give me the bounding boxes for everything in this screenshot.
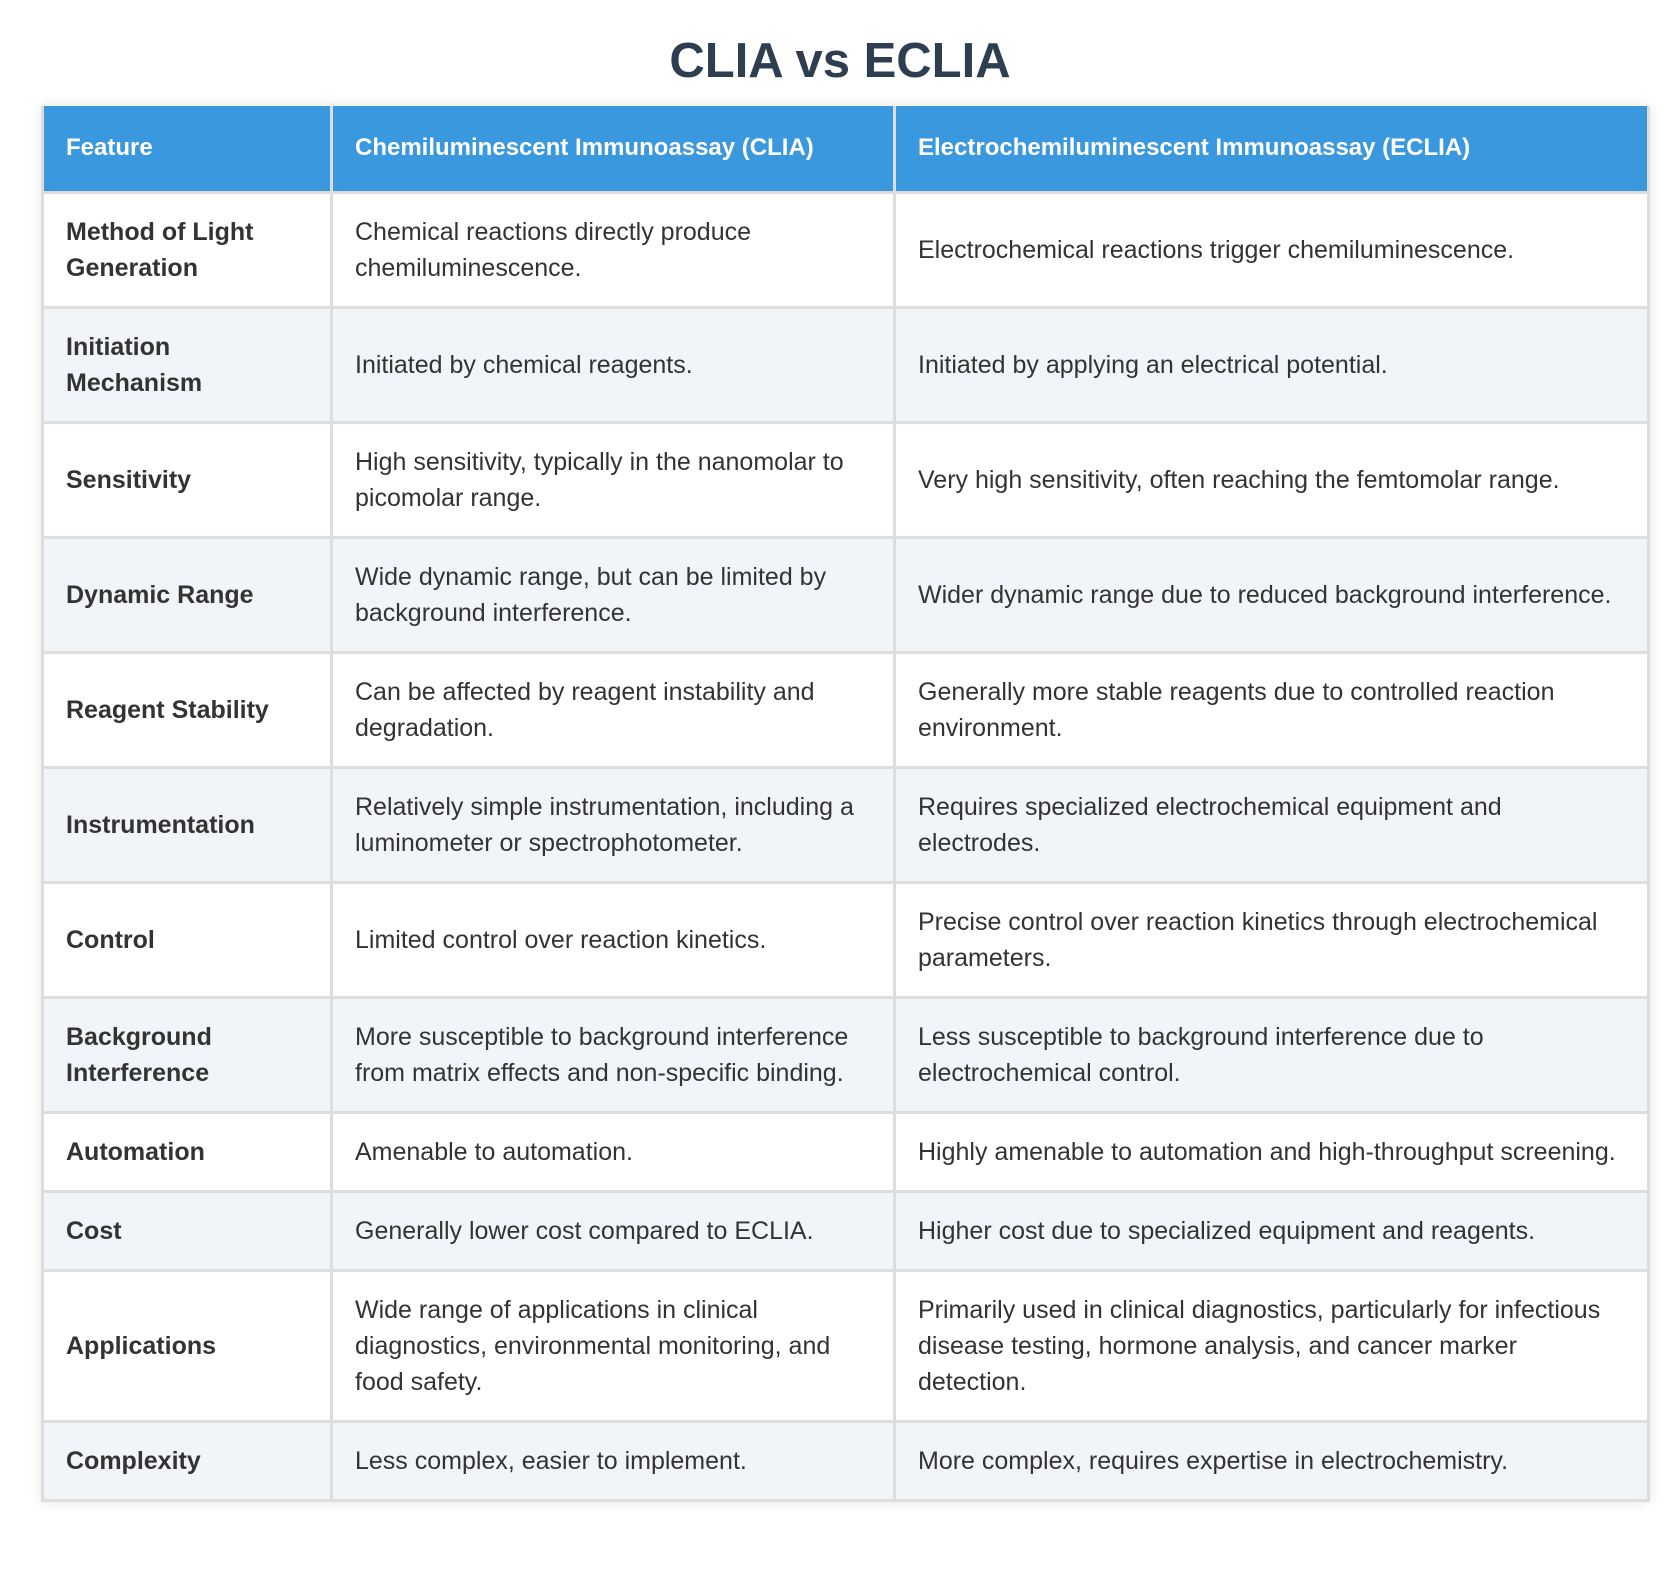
eclia-cell: Higher cost due to specialized equipment and reagents. [895,1191,1649,1270]
feature-cell: Control [43,882,332,997]
eclia-cell: Generally more stable reagents due to controlled reaction environment. [895,652,1649,767]
table-body [43,192,1649,1500]
feature-cell: Dynamic Range [43,537,332,652]
feature-cell: Initiation Mechanism [43,307,332,422]
clia-cell: Initiated by chemical reagents. [332,307,895,422]
eclia-cell: Requires specialized electrochemical equipment and electrodes. [895,767,1649,882]
feature-cell: Cost [43,1191,332,1270]
feature-cell: Automation [43,1112,332,1191]
table-row [43,1270,1649,1421]
clia-cell: Wide dynamic range, but can be limited by background interference. [332,537,895,652]
column-header-clia: Chemiluminescent Immunoassay (CLIA) [332,106,895,192]
page-title: CLIA vs ECLIA [669,34,1011,88]
eclia-cell: More complex, requires expertise in electrochemistry. [895,1421,1649,1500]
clia-cell: Less complex, easier to implement. [332,1421,895,1500]
eclia-cell: Electrochemical reactions trigger chemiluminescence. [895,192,1649,307]
clia-cell: Relatively simple instrumentation, including a luminometer or spectrophotometer. [332,767,895,882]
feature-cell: Method of Light Generation [43,192,332,307]
table-row [43,422,1649,537]
clia-cell: Wide range of applications in clinical diagnostics, environmental monitoring, and food safety. [332,1270,895,1421]
table-row [43,767,1649,882]
feature-cell: Complexity [43,1421,332,1500]
table-row [43,192,1649,307]
eclia-cell: Very high sensitivity, often reaching the femtomolar range. [895,422,1649,537]
eclia-cell: Primarily used in clinical diagnostics, particularly for infectious disease testing, hormone analysis, and cancer marker detection. [895,1270,1649,1421]
feature-cell: Reagent Stability [43,652,332,767]
feature-cell: Sensitivity [43,422,332,537]
table-header [43,106,1649,192]
clia-cell: Limited control over reaction kinetics. [332,882,895,997]
clia-cell: Chemical reactions directly produce chemiluminescence. [332,192,895,307]
clia-cell: Generally lower cost compared to ECLIA. [332,1191,895,1270]
clia-cell: Can be affected by reagent instability and degradation. [332,652,895,767]
eclia-cell: Highly amenable to automation and high-throughput screening. [895,1112,1649,1191]
feature-cell: Instrumentation [43,767,332,882]
column-header-feature: Feature [43,106,332,192]
table-row [43,652,1649,767]
eclia-cell: Wider dynamic range due to reduced background interference. [895,537,1649,652]
eclia-cell: Less susceptible to background interference due to electrochemical control. [895,997,1649,1112]
eclia-cell: Precise control over reaction kinetics through electrochemical parameters. [895,882,1649,997]
clia-cell: High sensitivity, typically in the nanomolar to picomolar range. [332,422,895,537]
feature-cell: Background Interference [43,997,332,1112]
table-row [43,307,1649,422]
clia-cell: Amenable to automation. [332,1112,895,1191]
table-row [43,1191,1649,1270]
table-row [43,1421,1649,1500]
header-row [43,106,1649,192]
clia-cell: More susceptible to background interference from matrix effects and non-specific binding. [332,997,895,1112]
comparison-table [41,106,1650,1502]
table-row [43,1112,1649,1191]
eclia-cell: Initiated by applying an electrical potential. [895,307,1649,422]
table-row [43,882,1649,997]
table-row [43,997,1649,1112]
feature-cell: Applications [43,1270,332,1421]
column-header-eclia: Electrochemiluminescent Immunoassay (ECLIA) [895,106,1649,192]
table-row [43,537,1649,652]
